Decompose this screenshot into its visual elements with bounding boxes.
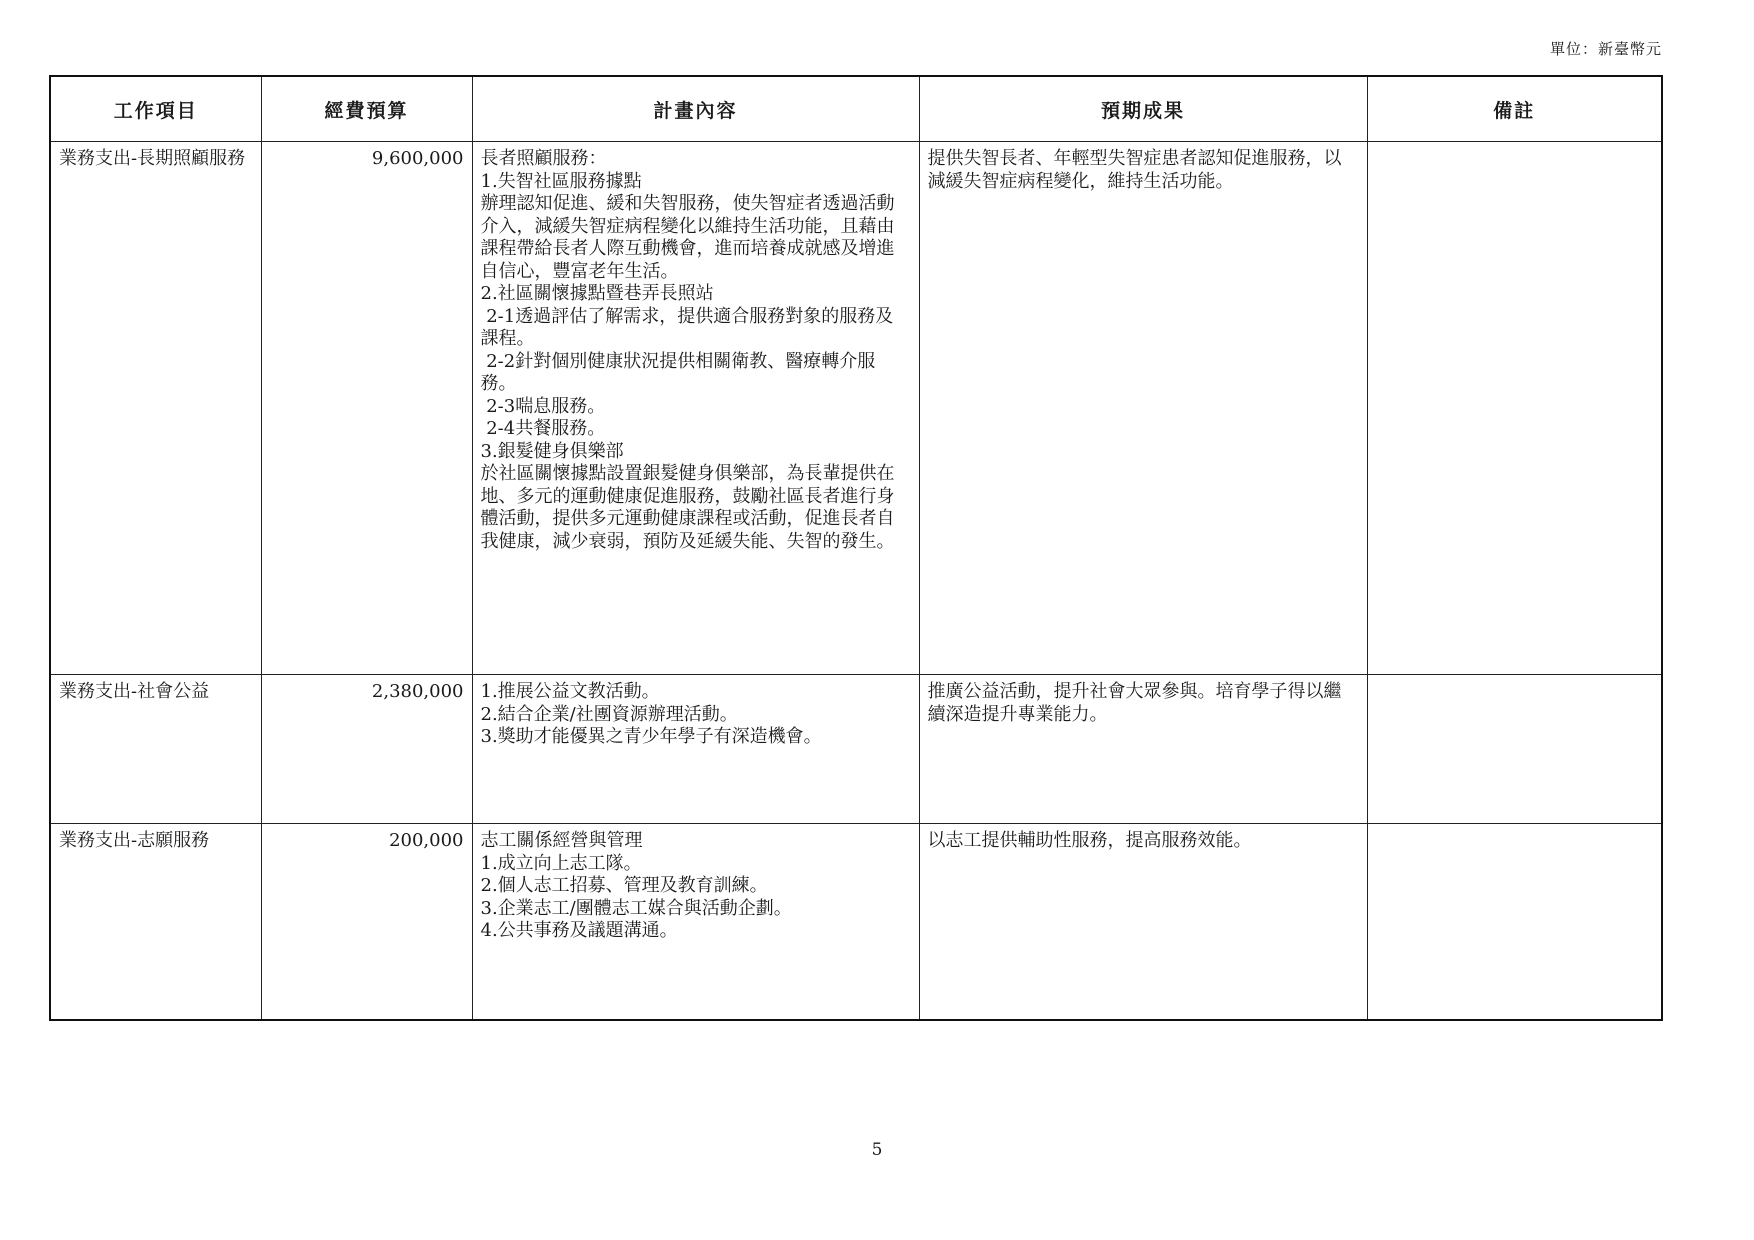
header-work-item: 工作項目 <box>50 76 261 142</box>
content-line: 1.失智社區服務據點 <box>480 170 642 192</box>
remark-cell <box>1367 675 1662 824</box>
content-line: 2.結合企業/社團資源辦理活動。 <box>480 703 738 725</box>
expected-outcome-cell: 推廣公益活動，提升社會大眾參與。培育學子得以繼續深造提升專業能力。 <box>919 675 1367 824</box>
header-expected-outcome: 預期成果 <box>919 76 1367 142</box>
header-row <box>50 76 1662 142</box>
content-line: 2.社區關懷據點暨巷弄長照站 <box>480 283 714 304</box>
plan-content-cell <box>472 675 919 824</box>
content-line: 2-2針對個別健康狀況提供相關衛教、醫療轉介服務。 <box>480 350 876 394</box>
work-item-cell: 業務支出-社會公益 <box>50 675 261 824</box>
content-line: 於社區關懷據點設置銀髮健身俱樂部，為長輩提供在地、多元的運動健康促進服務，鼓勵社區長者進行身體活動，提供多元運動健康課程或活動，促進長者自我健康，減少衰弱，預防及延緩失能、失智的發生。 <box>480 463 895 552</box>
content-line: 1.推展公益文教活動。 <box>480 681 660 702</box>
remark-cell <box>1367 142 1662 675</box>
plan-content-cell <box>472 824 919 1020</box>
table-row <box>50 675 1662 824</box>
page-number: 5 <box>871 1140 883 1160</box>
unit-note: 單位：新臺幣元 <box>1549 40 1662 58</box>
content-line: 3.銀髮健身俱樂部 <box>480 440 624 462</box>
budget-cell: 200,000 <box>261 824 472 1020</box>
content-line: 3.獎助才能優異之青少年學子有深造機會。 <box>480 726 822 747</box>
header-budget: 經費預算 <box>261 76 472 142</box>
content-line: 1.成立向上志工隊。 <box>480 852 642 874</box>
budget-cell: 9,600,000 <box>261 142 472 675</box>
header-remark: 備註 <box>1367 76 1662 142</box>
header-plan-content: 計畫內容 <box>472 76 919 142</box>
content-line: 3.企業志工/團體志工媒合與活動企劃。 <box>480 897 792 919</box>
content-line: 2-4共餐服務。 <box>480 418 606 439</box>
content-line: 2.個人志工招募、管理及教育訓練。 <box>480 875 768 896</box>
budget-cell: 2,380,000 <box>261 675 472 824</box>
work-item-cell: 業務支出-長期照顧服務 <box>50 142 261 675</box>
content-line: 辦理認知促進、緩和失智服務，使失智症者透過活動介入，減緩失智症病程變化以維持生活功能，且藉由課程帶給長者人際互動機會，進而培養成就感及增進自信心，豐富老年生活。 <box>480 193 895 282</box>
content-line: 長者照顧服務： <box>480 148 607 169</box>
content-line: 2-3喘息服務。 <box>480 395 606 417</box>
expected-outcome-cell: 提供失智長者、年輕型失智症患者認知促進服務，以減緩失智症病程變化，維持生活功能。 <box>919 142 1367 675</box>
expected-outcome-cell: 以志工提供輔助性服務，提高服務效能。 <box>919 824 1367 1020</box>
table-row <box>50 142 1662 675</box>
content-line: 2-1透過評估了解需求，提供適合服務對象的服務及課程。 <box>480 305 894 349</box>
work-item-cell: 業務支出-志願服務 <box>50 824 261 1020</box>
content-line: 志工關係經營與管理 <box>480 830 643 851</box>
content-line: 4.公共事務及議題溝通。 <box>480 920 678 941</box>
remark-cell <box>1367 824 1662 1020</box>
plan-content-cell <box>472 142 919 675</box>
budget-plan-table <box>49 75 1663 1021</box>
table-row <box>50 824 1662 1020</box>
